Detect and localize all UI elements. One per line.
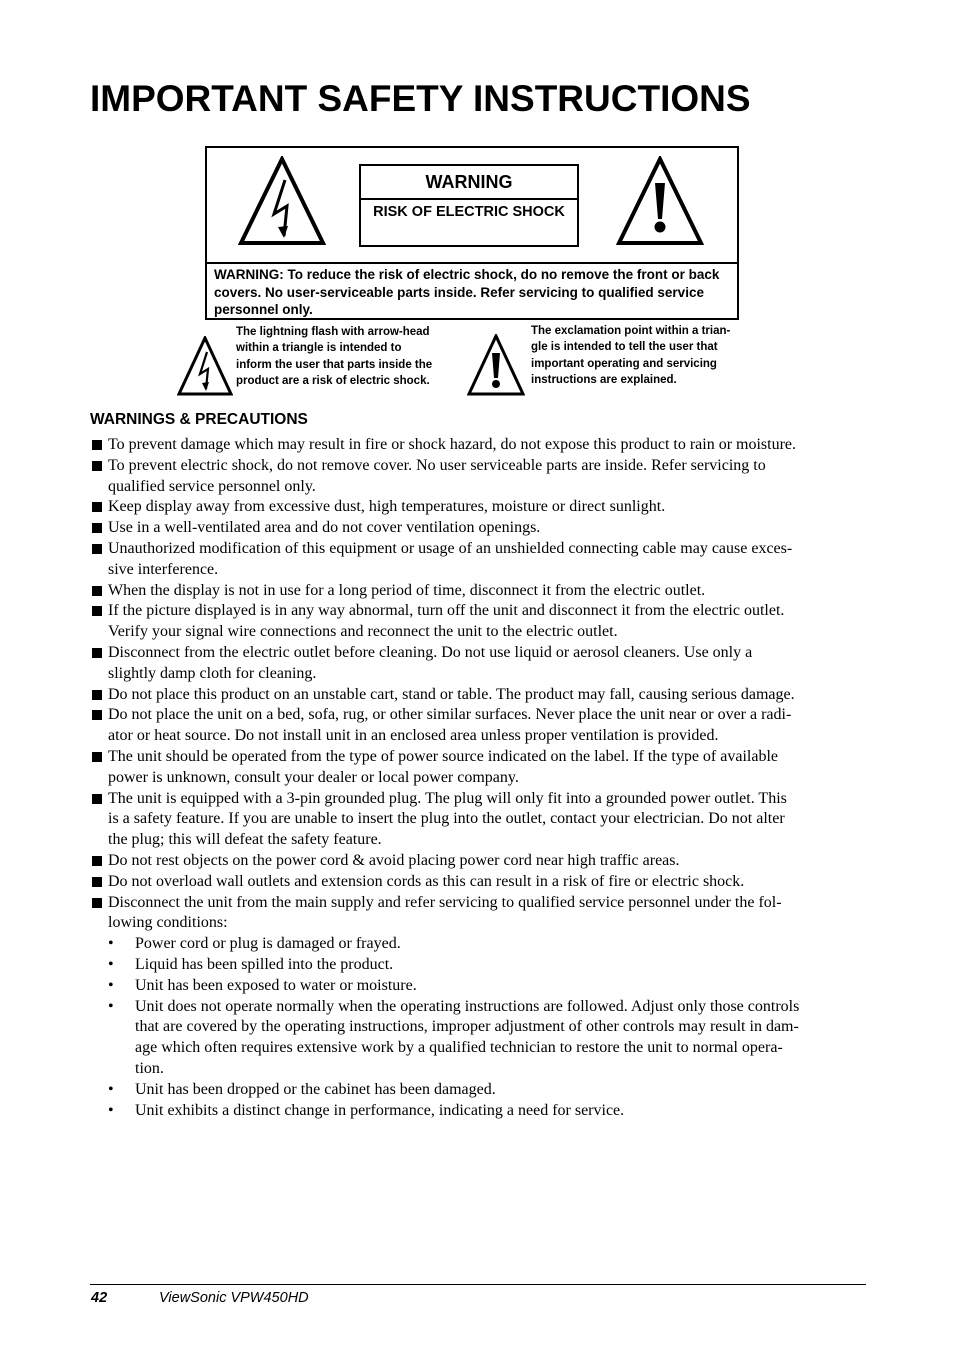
- square-bullet-icon: [92, 856, 102, 866]
- lightning-triangle-small-icon: [177, 336, 233, 396]
- square-bullet-icon: [92, 544, 102, 554]
- exclamation-explanation-line: important operating and servicing: [531, 357, 717, 370]
- condition-item: [90, 955, 866, 976]
- warning-item-line: the plug; this will defeat the safety feature.: [108, 831, 382, 849]
- warning-item: [90, 685, 866, 706]
- warning-item-line: slightly damp cloth for cleaning.: [108, 664, 317, 682]
- warning-text: WARNING: To reduce the risk of electric shock, do no remove the front or back covers. No user-serviceable parts inside. Refer servicing to qualified service personnel only.: [214, 267, 720, 317]
- warning-item-line: To prevent electric shock, do not remove cover. No user serviceable parts are inside. Refer servicing to: [108, 456, 766, 474]
- warning-label-box: [359, 164, 579, 247]
- condition-item-line: Unit has been dropped or the cabinet has been damaged.: [135, 1080, 496, 1098]
- warning-item-line: To prevent damage which may result in fire or shock hazard, do not expose this product to rain or moisture.: [108, 436, 797, 453]
- warning-item: [90, 601, 866, 643]
- warning-item-line: The unit is equipped with a 3-pin grounded plug. The plug will only fit into a grounded power outlet. This: [108, 789, 787, 807]
- square-bullet-icon: [92, 502, 102, 512]
- warning-item-line: If the picture displayed is in any way abnormal, turn off the unit and disconnect it from the electric outlet.: [108, 602, 785, 620]
- warning-item-line: When the display is not in use for a long period of time, disconnect it from the electric outlet.: [108, 581, 706, 599]
- bullet-icon: •: [108, 1101, 114, 1119]
- square-bullet-icon: [92, 440, 102, 450]
- warning-item: [90, 789, 866, 851]
- condition-item-line: Unit does not operate normally when the operating instructions are followed. Adjust only those controls: [135, 997, 800, 1015]
- page-title: IMPORTANT SAFETY INSTRUCTIONS: [90, 78, 751, 119]
- bullet-icon: •: [108, 997, 114, 1015]
- condition-item-line: Liquid has been spilled into the product.: [135, 955, 394, 973]
- risk-of-shock-label: RISK OF ELECTRIC SHOCK: [373, 204, 565, 220]
- condition-item-line: Power cord or plug is damaged or frayed.: [135, 935, 401, 953]
- condition-item: [90, 997, 866, 1080]
- warning-item: [90, 747, 866, 789]
- square-bullet-icon: [92, 606, 102, 616]
- warning-item-line: Use in a well-ventilated area and do not cover ventilation openings.: [108, 519, 541, 537]
- square-bullet-icon: [92, 523, 102, 533]
- condition-item-line: tion.: [135, 1059, 164, 1077]
- warning-item-line: Do not place this product on an unstable cart, stand or table. The product may fall, causing serious damage.: [108, 685, 795, 703]
- exclamation-explanation: [531, 323, 730, 388]
- warning-item-line: Verify your signal wire connections and reconnect the unit to the electric outlet.: [108, 623, 618, 641]
- warning-item: [90, 539, 866, 581]
- warnings-list: [90, 435, 866, 1121]
- warning-item: [90, 518, 866, 539]
- warning-item-line: Do not overload wall outlets and extension cords as this can result in a risk of fire or electric shock.: [108, 872, 745, 890]
- exclamation-explanation-line: instructions are explained.: [531, 373, 677, 386]
- page-number: 42: [91, 1290, 108, 1306]
- exclamation-explanation-line: The exclamation point within a trian-: [531, 325, 731, 337]
- square-bullet-icon: [92, 877, 102, 887]
- warning-item: [90, 456, 866, 498]
- warning-item-line: qualified service personnel only.: [108, 477, 316, 495]
- bullet-icon: •: [108, 955, 114, 973]
- warning-item-line: power is unknown, consult your dealer or local power company.: [108, 768, 519, 786]
- lightning-explanation-line: product are a risk of electric shock.: [236, 374, 430, 387]
- condition-item: [90, 1101, 866, 1122]
- lightning-triangle-icon: [238, 156, 326, 246]
- square-bullet-icon: [92, 648, 102, 658]
- lightning-explanation-line: The lightning flash with arrow-head: [236, 326, 430, 338]
- square-bullet-icon: [92, 586, 102, 596]
- warning-item: [90, 435, 866, 456]
- warning-item-line: sive interference.: [108, 560, 219, 578]
- warning-item-line: The unit should be operated from the type of power source indicated on the label. If the type of available: [108, 747, 778, 765]
- condition-item: [90, 934, 866, 955]
- bullet-icon: •: [108, 976, 114, 994]
- warning-item: [90, 643, 866, 685]
- lightning-explanation: [236, 324, 432, 389]
- square-bullet-icon: [92, 752, 102, 762]
- condition-item-line: Unit has been exposed to water or moisture.: [135, 976, 417, 994]
- footer-rule: [90, 1284, 866, 1285]
- warning-item-line: Do not rest objects on the power cord & avoid placing power cord near high traffic areas.: [108, 851, 680, 869]
- condition-item: [90, 976, 866, 997]
- footer-product: ViewSonic VPW450HD: [159, 1290, 309, 1306]
- exclamation-triangle-icon: [616, 156, 704, 246]
- bullet-icon: •: [108, 1080, 114, 1098]
- condition-item-line: age which often requires extensive work by a qualified technician to restore the unit to normal opera-: [135, 1039, 783, 1057]
- lightning-explanation-line: inform the user that parts inside the: [236, 358, 433, 371]
- exclamation-explanation-line: gle is intended to tell the user that: [531, 341, 718, 354]
- warning-item-line: Disconnect from the electric outlet before cleaning. Do not use liquid or aerosol cleaners. Use only a: [108, 643, 753, 661]
- warning-item: [90, 497, 866, 518]
- square-bullet-icon: [92, 710, 102, 720]
- condition-item-line: that are covered by the operating instructions, improper adjustment of other controls may result in dam-: [135, 1018, 799, 1036]
- warning-item-line: is a safety feature. If you are unable to insert the plug into the outlet, contact your electrician. Do not alter: [108, 810, 785, 828]
- warning-item-line: lowing conditions:: [108, 914, 228, 932]
- bullet-icon: •: [108, 935, 114, 953]
- square-bullet-icon: [92, 794, 102, 804]
- square-bullet-icon: [92, 690, 102, 700]
- condition-item-line: Unit exhibits a distinct change in performance, indicating a need for service.: [135, 1101, 625, 1119]
- warning-box-divider: [205, 262, 739, 264]
- lightning-explanation-line: within a triangle is intended to: [236, 342, 402, 355]
- warning-item-line: Unauthorized modification of this equipment or usage of an unshielded connecting cable may cause exces-: [108, 539, 793, 557]
- condition-item: [90, 1080, 866, 1101]
- warning-item-line: Do not place the unit on a bed, sofa, rug, or other similar surfaces. Never place the unit near or over a radi-: [108, 706, 792, 724]
- warning-item-line: ator or heat source. Do not install unit in an enclosed area unless proper ventilation is provided.: [108, 727, 719, 745]
- warning-item: [90, 705, 866, 747]
- square-bullet-icon: [92, 898, 102, 908]
- section-heading: WARNINGS & PRECAUTIONS: [90, 411, 308, 428]
- warning-item: [90, 872, 866, 893]
- warning-item: [90, 851, 866, 872]
- warning-item-line: Disconnect the unit from the main supply and refer servicing to qualified service personnel under the fol-: [108, 893, 782, 911]
- exclamation-triangle-small-icon: [467, 334, 525, 396]
- square-bullet-icon: [92, 461, 102, 471]
- warning-item-line: Keep display away from excessive dust, high temperatures, moisture or direct sunlight.: [108, 498, 666, 516]
- warning-heading: WARNING: [361, 166, 577, 200]
- warning-item: [90, 893, 866, 935]
- warning-item: [90, 581, 866, 602]
